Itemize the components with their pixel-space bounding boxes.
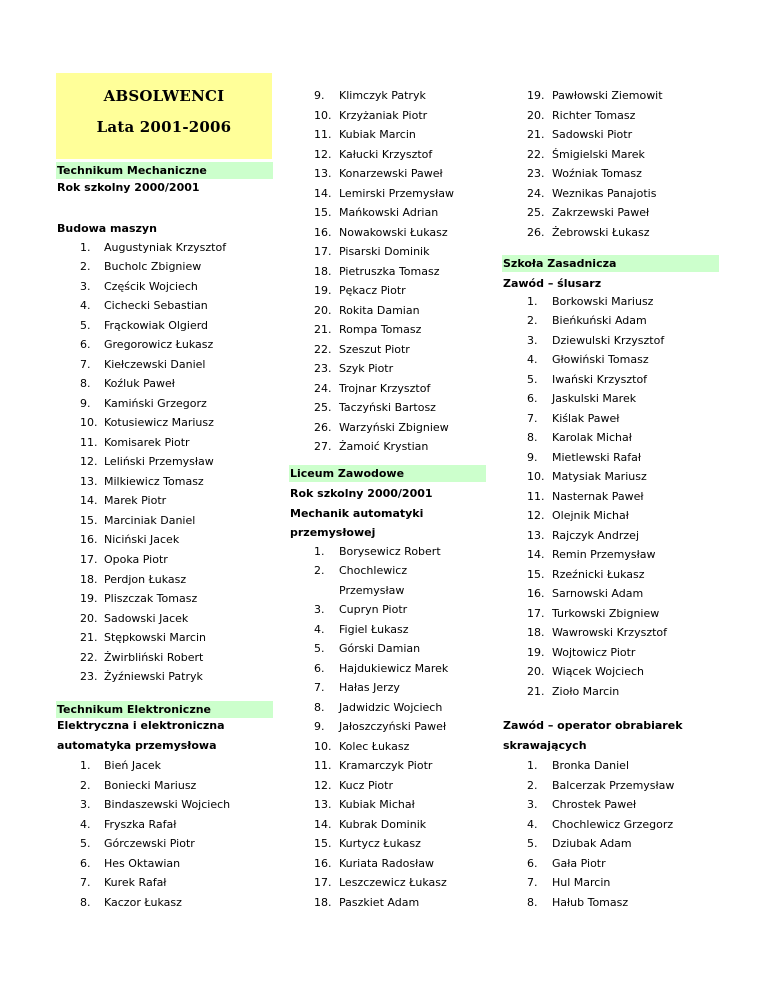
item-name: Kucz Piotr (339, 778, 393, 792)
item-number: 2. (527, 314, 538, 328)
item-number: 16. (314, 856, 332, 870)
item-name: Warzyński Zbigniew (339, 420, 449, 434)
item-number: 20. (80, 611, 98, 625)
subsection-elektr-line2: automatyka przemysłowa (57, 739, 217, 752)
item-name: Pękacz Piotr (339, 284, 406, 297)
item-name: Borkowski Mariusz (552, 295, 654, 308)
item-number: 4. (80, 817, 91, 831)
item-number: 19. (527, 89, 545, 102)
item-number: 8. (527, 895, 538, 909)
item-number: 3. (527, 798, 538, 812)
item-number: 18. (80, 572, 98, 586)
item-number: 6. (80, 856, 91, 870)
item-number: 1. (527, 759, 538, 772)
item-name: Rajczyk Andrzej (552, 528, 639, 542)
item-name: Nasternak Paweł (552, 489, 644, 503)
subsection-slusarz: Zawód – ślusarz (503, 277, 602, 290)
item-number: 11. (314, 128, 332, 141)
item-number: 13. (314, 798, 332, 812)
item-name: Kubrak Dominik (339, 817, 427, 831)
item-name: Szeszut Piotr (339, 342, 410, 356)
item-name: Hałub Tomasz (552, 895, 629, 909)
item-number: 2. (314, 564, 325, 578)
item-name: Remin Przemysław (552, 548, 656, 562)
subsection-operator-line1: Zawód – operator obrabiarek (503, 719, 683, 732)
item-name: Rompa Tomasz (339, 323, 422, 336)
item-name: Boniecki Mariusz (104, 778, 197, 792)
item-name: Kurtycz Łukasz (339, 837, 421, 851)
item-name: Pietruszka Tomasz (339, 264, 440, 278)
item-number: 12. (80, 455, 98, 469)
item-name: Trojnar Krzysztof (339, 381, 431, 395)
item-name: Frąckowiak Olgierd (104, 318, 209, 332)
item-name: Jaskulski Marek (552, 392, 637, 406)
item-number: 16. (314, 225, 332, 239)
item-number: 12. (314, 147, 332, 161)
item-name: Kolec Łukasz (339, 739, 410, 753)
item-name: Klimczyk Patryk (339, 89, 426, 102)
item-number: 20. (527, 665, 545, 679)
item-name: Iwański Krzysztof (552, 372, 648, 386)
item-number: 10. (314, 108, 332, 122)
item-name: Mietlewski Rafał (552, 450, 641, 464)
item-number: 9. (527, 450, 538, 464)
item-number: 26. (314, 420, 332, 434)
item-name: Cupryn Piotr (339, 603, 408, 617)
item-number: 6. (314, 661, 325, 675)
item-number: 2. (80, 260, 91, 274)
item-name: Dziubak Adam (552, 837, 632, 851)
item-name: Wojtowicz Piotr (552, 645, 636, 659)
item-name: Pliszczak Tomasz (104, 592, 198, 606)
item-name: Gała Piotr (552, 856, 606, 870)
item-number: 17. (527, 606, 545, 620)
item-number: 2. (80, 778, 91, 792)
item-number: 5. (80, 837, 91, 851)
item-number: 22. (314, 342, 332, 356)
item-name: Chochlewicz (339, 564, 408, 578)
item-number: 4. (80, 299, 91, 313)
item-number: 1. (527, 295, 538, 308)
item-name: Paszkiet Adam (339, 895, 420, 909)
item-number: 8. (80, 377, 91, 391)
item-name: Olejnik Michał (552, 509, 629, 523)
title-box (56, 73, 272, 159)
item-number: 23. (314, 362, 332, 375)
item-name: Chochlewicz Grzegorz (552, 817, 674, 831)
item-number: 25. (314, 401, 332, 414)
item-name: Szyk Piotr (339, 362, 394, 375)
item-name: Kotusiewicz Mariusz (104, 416, 214, 430)
section-technikum-mechaniczne: Technikum Mechaniczne (56, 162, 273, 179)
item-name: Jadwidzic Wojciech (339, 700, 443, 714)
item-number: 11. (527, 489, 545, 503)
item-number: 26. (527, 225, 545, 239)
item-name: Górczewski Piotr (104, 837, 195, 851)
item-name: Weznikas Panajotis (552, 186, 657, 200)
item-name: Krzyżaniak Piotr (339, 108, 428, 122)
item-name: Hes Oktawian (104, 856, 181, 870)
item-number: 21. (527, 684, 545, 698)
item-number: 14. (314, 186, 332, 200)
item-number: 3. (314, 603, 325, 617)
item-number: 20. (314, 303, 332, 317)
item-number: 1. (314, 545, 325, 558)
item-name: Częścik Wojciech (104, 279, 198, 293)
item-name: Zioło Marcin (552, 684, 620, 698)
section-technikum-elektroniczne: Technikum Elektroniczne (56, 701, 273, 718)
item-name: Hajdukiewicz Marek (339, 661, 449, 675)
item-number: 4. (527, 817, 538, 831)
item-number: 7. (527, 411, 538, 425)
item-number: 5. (527, 372, 538, 386)
item-name: Kurek Rafał (104, 876, 167, 890)
item-number: 4. (314, 622, 325, 636)
item-number: 16. (527, 587, 545, 601)
item-number: 8. (314, 700, 325, 714)
item-number: 13. (527, 528, 545, 542)
item-number: 14. (80, 494, 98, 508)
item-number: 12. (527, 509, 545, 523)
item-name: Matysiak Mariusz (552, 470, 647, 484)
item-number: 22. (527, 147, 545, 161)
item-name: Lemirski Przemysław (339, 186, 454, 200)
item-name: Figiel Łukasz (339, 622, 409, 636)
item-number: 3. (80, 798, 91, 812)
item-name: Woźniak Tomasz (552, 167, 642, 180)
item-number: 7. (80, 357, 91, 371)
section-szkola-zasadnicza: Szkoła Zasadnicza (502, 255, 719, 272)
item-name: Milkiewicz Tomasz (104, 474, 204, 488)
item-name: Sadowski Jacek (104, 611, 189, 625)
item-name: Głowiński Tomasz (552, 353, 649, 367)
item-name: Sadowski Piotr (552, 128, 633, 141)
item-name: Bucholc Zbigniew (104, 260, 202, 274)
item-name: Bronka Daniel (552, 759, 630, 772)
item-name: Marek Piotr (104, 494, 167, 508)
item-name: Mańkowski Adrian (339, 206, 439, 219)
item-number: 15. (314, 837, 332, 851)
item-name: Jałoszczyński Paweł (339, 720, 447, 734)
item-name: Komisarek Piotr (104, 435, 190, 449)
item-name: Rokita Damian (339, 303, 420, 317)
item-name: Kamiński Grzegorz (104, 396, 207, 410)
item-name: Kramarczyk Piotr (339, 759, 433, 773)
item-name: Stępkowski Marcin (104, 631, 206, 645)
item-name: Nowakowski Łukasz (339, 225, 448, 239)
item-number: 13. (314, 167, 332, 180)
item-name: Gregorowicz Łukasz (104, 338, 214, 352)
item-number: 24. (314, 381, 332, 395)
item-number: 18. (314, 895, 332, 909)
item-number: 9. (314, 89, 325, 102)
item-number: 3. (527, 333, 538, 347)
item-number: 21. (527, 128, 545, 141)
item-name: Dziewulski Krzysztof (552, 333, 665, 347)
item-name: Przemysław (339, 583, 405, 597)
item-name: Pisarski Dominik (339, 245, 430, 258)
item-number: 14. (527, 548, 545, 562)
item-number: 12. (314, 778, 332, 792)
item-name: Wawrowski Krzysztof (552, 626, 668, 640)
item-number: 10. (527, 470, 545, 484)
item-number: 25. (527, 206, 545, 219)
item-name: Kubiak Marcin (339, 128, 416, 141)
item-name: Kaczor Łukasz (104, 895, 182, 909)
item-name: Śmigielski Marek (552, 147, 645, 161)
item-number: 2. (527, 778, 538, 792)
item-name: Pawłowski Ziemowit (552, 89, 663, 102)
item-number: 17. (314, 876, 332, 890)
item-number: 15. (527, 567, 545, 581)
item-number: 19. (527, 645, 545, 659)
item-number: 6. (527, 856, 538, 870)
item-number: 7. (314, 681, 325, 695)
item-number: 19. (80, 592, 98, 606)
page-title: ABSOLWENCI (103, 87, 225, 105)
item-name: Kubiak Michał (339, 798, 415, 812)
subsection-budowa-maszyn: Budowa maszyn (57, 222, 157, 235)
item-number: 13. (80, 474, 98, 488)
item-name: Perdjon Łukasz (104, 572, 187, 586)
item-name: Hul Marcin (552, 876, 611, 890)
section-liceum-zawodowe: Liceum Zawodowe (289, 465, 486, 482)
item-name: Fryszka Rafał (104, 817, 177, 831)
item-name: Opoka Piotr (104, 552, 168, 566)
item-name: Żamoić Krystian (339, 440, 429, 453)
item-number: 10. (314, 739, 332, 753)
item-number: 21. (80, 631, 98, 645)
item-name: Bieńkuński Adam (552, 314, 647, 328)
item-name: Chrostek Paweł (552, 798, 637, 812)
item-number: 6. (527, 392, 538, 406)
item-name: Rzeźnicki Łukasz (552, 567, 645, 581)
item-name: Karolak Michał (552, 431, 632, 445)
item-name: Wiącek Wojciech (552, 665, 645, 679)
item-name: Kiełczewski Daniel (104, 357, 206, 371)
item-name: Zakrzewski Paweł (552, 206, 650, 219)
item-name: Żebrowski Łukasz (552, 225, 650, 239)
item-name: Bień Jacek (104, 759, 162, 772)
item-number: 3. (80, 279, 91, 293)
item-number: 18. (314, 264, 332, 278)
item-name: Augustyniak Krzysztof (104, 240, 227, 254)
item-name: Richter Tomasz (552, 108, 636, 122)
item-number: 21. (314, 323, 332, 336)
item-name: Cichecki Sebastian (104, 299, 208, 313)
school-year-liceum: Rok szkolny 2000/2001 (290, 487, 433, 500)
item-name: Górski Damian (339, 642, 421, 656)
item-number: 7. (80, 876, 91, 890)
item-number: 5. (314, 642, 325, 656)
item-name: Borysewicz Robert (339, 545, 441, 558)
item-number: 18. (527, 626, 545, 640)
item-number: 8. (80, 895, 91, 909)
item-number: 11. (80, 435, 98, 449)
item-name: Leszczewicz Łukasz (339, 876, 447, 890)
item-name: Marciniak Daniel (104, 513, 196, 527)
item-name: Balcerzak Przemysław (552, 778, 675, 792)
item-number: 15. (80, 513, 98, 527)
item-number: 11. (314, 759, 332, 773)
item-number: 9. (314, 720, 325, 734)
item-number: 5. (80, 318, 91, 332)
item-number: 22. (80, 650, 98, 664)
item-number: 19. (314, 284, 332, 297)
item-name: Sarnowski Adam (552, 587, 644, 601)
school-year: Rok szkolny 2000/2001 (57, 181, 200, 194)
item-number: 27. (314, 440, 332, 453)
item-number: 1. (80, 240, 91, 254)
item-name: Konarzewski Paweł (339, 167, 443, 180)
item-name: Niciński Jacek (104, 533, 180, 547)
item-number: 1. (80, 759, 91, 772)
item-number: 4. (527, 353, 538, 367)
item-number: 8. (527, 431, 538, 445)
item-name: Leliński Przemysław (104, 455, 214, 469)
subsection-operator-line2: skrawających (503, 739, 587, 752)
item-name: Kałucki Krzysztof (339, 147, 433, 161)
item-number: 14. (314, 817, 332, 831)
item-number: 17. (314, 245, 332, 258)
item-name: Koźluk Paweł (104, 377, 175, 391)
item-number: 7. (527, 876, 538, 890)
item-number: 10. (80, 416, 98, 430)
page-subtitle: Lata 2001-2006 (96, 118, 232, 136)
item-name: Żwirbliński Robert (104, 650, 204, 664)
item-name: Kuriata Radosław (339, 856, 434, 870)
item-name: Żyźniewski Patryk (104, 670, 203, 684)
item-name: Taczyński Bartosz (339, 401, 436, 414)
item-number: 20. (527, 108, 545, 122)
item-number: 24. (527, 186, 545, 200)
item-name: Turkowski Zbigniew (552, 606, 660, 620)
item-name: Kiślak Paweł (552, 411, 620, 425)
item-number: 15. (314, 206, 332, 219)
subsection-elektr-line1: Elektryczna i elektroniczna (57, 719, 225, 732)
item-number: 5. (527, 837, 538, 851)
item-name: Bindaszewski Wojciech (104, 798, 231, 812)
item-number: 17. (80, 552, 98, 566)
item-name: Hałas Jerzy (339, 681, 400, 695)
item-number: 9. (80, 396, 91, 410)
subsection-mech-line1: Mechanik automatyki (290, 507, 424, 520)
item-number: 6. (80, 338, 91, 352)
subsection-mech-line2: przemysłowej (290, 526, 376, 539)
item-number: 23. (527, 167, 545, 180)
item-number: 16. (80, 533, 98, 547)
item-number: 23. (80, 670, 98, 684)
